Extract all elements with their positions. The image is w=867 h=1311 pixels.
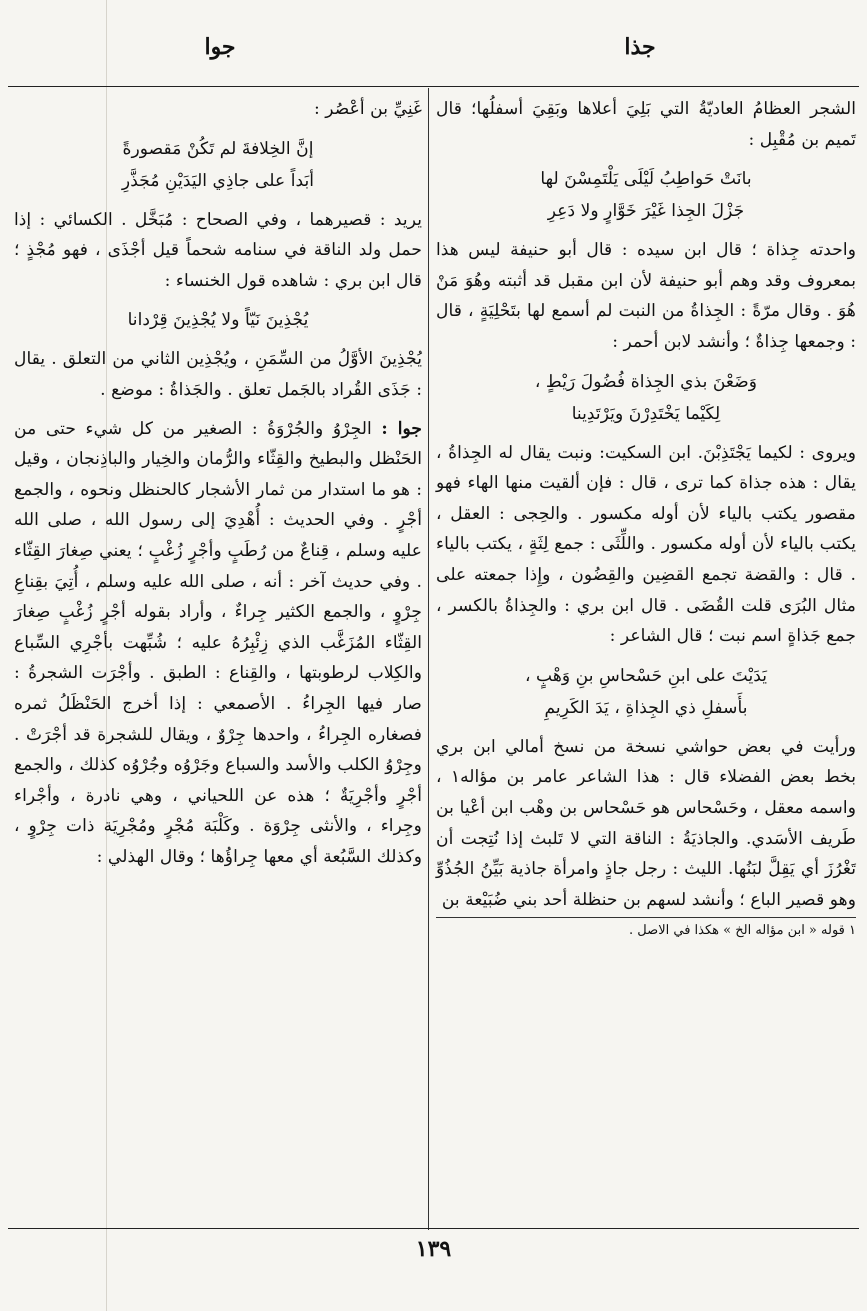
page-number: ١٣٩ — [415, 1236, 452, 1262]
header-right-entry: جذا — [624, 34, 656, 60]
verse — [436, 366, 856, 430]
entry-headword: جوا : — [381, 418, 422, 439]
column-divider — [428, 88, 429, 1230]
verse-line: بانَتْ حَواطِبُ لَيْلَى يَلْتَمِسْنَ لها — [540, 169, 752, 190]
verse-line: جَزْلَ الجِذا غَيْرَ خَوَّارٍ ولا دَعِرِ — [547, 201, 745, 222]
verse — [436, 660, 856, 724]
verse-line: أبَداً على جاذِي اليَدَيْنِ مُجَذَّرِ — [121, 170, 315, 191]
header-left-entry: جوا — [204, 34, 236, 60]
top-rule — [8, 86, 859, 87]
paragraph: غَنِيِّ بن أعْصُر : — [314, 99, 422, 119]
paragraph: واحدته جِذاة ؛ قال ابن سيده : قال أبو حنيفة ليس هذا بمعروف وقد وهم أبو حنيفة لأن ابن مقبل قد أثبته وهُوَ مَنْ هُوَ . وقال مرّةً : الجِذاةُ من النبت لم أسمع لها بتَحْلِيَةٍ ، قال : وجمعها جِذاةٌ ؛ وأنشد لابن أحمر : — [436, 240, 856, 352]
bottom-rule — [8, 1228, 859, 1229]
footnote: ١ قوله « ابن مؤاله الخ » هكذا في الاصل . — [629, 923, 856, 939]
left-column — [14, 94, 422, 872]
verse-line: إنَّ الخِلافةَ لم تَكُنْ مَقصورةً — [122, 138, 314, 159]
footnote-rule — [436, 917, 856, 918]
verse-line: يَدَيْتَ على ابنِ حَسْحاسِ بنِ وَهْبٍ ، — [524, 665, 768, 686]
entry-text: الجِرْوُ والجُرْوَةُ : الصغير من كل شيء حتى من الحَنْظل والبطيخ والقِثّاء والرُّمان والخِيار والباذِنجان ، وقيل : هو ما استدار من ثمار الأشجار كالحنظل ونحوه ، والجمع أجْرٍ . وفي الحديث : أُهْدِيَ إلى رسول الله ، صلى الله عليه وسلم ، قِناعٌ من رُطَبٍ وأجْرٍ زُغْبٍ ؛ يعني صِغارَ القِثّاء . وفي حديث آخر : أنه ، صلى الله عليه وسلم ، أُتِيَ بقِناعِ جِرْوٍ ، والجمع الكثير جِراءٌ ، وأراد بقوله أجْرٍ زُغْبٍ صِغارَ القِثّاء المُزَغَّب الذي زِئْبِرُهُ عليه ؛ شُبِّهت بأجْرِي السِّباع والكِلاب لرطوبتها ، والقِناع : الطبق . وأجْرَت الشجرةُ : صار فيها الجِراءُ . الأصمعي : إذا أخرج الحَنْظَلُ ثمره فصغاره الجِراءُ ، واحدها جِرْوٌ ، ويقال للشجرة قد أجْرَتْ . وجِرْوُ الكلب والأسد والسباع وجَرْوُه وجُرْوُه كذلك ، والجمع أجْرٍ وأجْرِيَةٌ ؛ هذه عن اللحياني ، وهي نادرة ، وأجْراء وجِراء ، والأنثى جِرْوَة . وكَلْبَة مُجْرٍ ومُجْرِيَة ذات جِرْوٍ ، وكذلك السَّبُعة أي معها جِراؤُها ؛ وقال الهذلي : — [14, 418, 422, 867]
paragraph: ورأيت في بعض حواشي نسخة من نسخ أمالي ابن بري بخط بعض الفضلاء قال : هذا الشاعر عامر بن مؤاله١ ، واسمه معقل ، وحَسْحاس هو حَسْحاس بن وهْب ابن أعْيا بن طَريف الأسَدي. والجاذيَةُ : الناقة التي لا تَلبث إذا نُتِجت أن تَغْرُزَ أي يَقِلَّ لبَنُها. الليث : رجل جاذٍ وامرأة جاذية بَيِّنُ الجُذُوِّ وهو قصير الباع ؛ وأنشد لسهم بن حنظلة أحد بني ضُبَيْعة بن — [436, 736, 857, 910]
verse-line: وَضَعْنَ بذي الجِذاة فُضُولَ رَيْطٍ ، — [534, 371, 758, 392]
verse — [436, 163, 856, 227]
paragraph: ويروى : لكيما يَجْتَذِبْنَ. ابن السكيت: ونبت يقال له الجِذاةُ ، يقال : هذه جذاة كما ترى ، قال : فإن ألقيت منها الهاء فهو مقصور يكتب بالياء لأن أوله مكسور . والحِجى : العقل ، يكتب بالياء لأن أوله مكسور . واللِّثَى : جمع لِثَةٍ ، يكتب بالياء . قال : والقضة تجمع القضِين والقِضُون ، وإِذا جمعته على مثال البُرَى قلت القُضَى . قال ابن بري : والجِذاةُ بالكسر ، جمع جَذاةٍ اسم نبت ؛ قال الشاعر : — [436, 442, 856, 647]
paragraph: الشجر العظامُ العاديّةُ التي بَلِيَ أعلاها وبَقِيَ أسفلُها؛ قال تَميم بن مُقْبِل : — [436, 99, 856, 150]
paragraph: يريد : قصيرهما ، وفي الصحاح : مُبَخَّل . الكسائي : إذا حمل ولد الناقة في سنامه شحماً قيل أجْذَى ، فهو مُجْذٍ ؛ قال ابن بري : شاهده قول الخنساء : — [14, 209, 422, 291]
verse-line: يُجْذِينَ نَيّاً ولا يُجْذِينَ قِرْدانا — [127, 310, 309, 331]
verse — [14, 133, 422, 197]
verse-line: لِكَيْما يَخْتَدِرْنَ ويَرْتَدِينا — [571, 403, 721, 424]
right-column — [436, 94, 856, 942]
verse — [14, 304, 422, 336]
entry-paragraph — [14, 414, 422, 873]
verse-line: بأَسفلِ ذي الجِذاةِ ، يَدَ الكَرِيمِ — [544, 697, 748, 718]
paragraph: يُجْذِينَ الأوَّلُ من السِّمَنِ ، ويُجْذِين الثاني من التعلق . يقال : جَذَى القُراد بالجَمل تعلق . والجَذاةُ : موضع . — [14, 349, 422, 400]
